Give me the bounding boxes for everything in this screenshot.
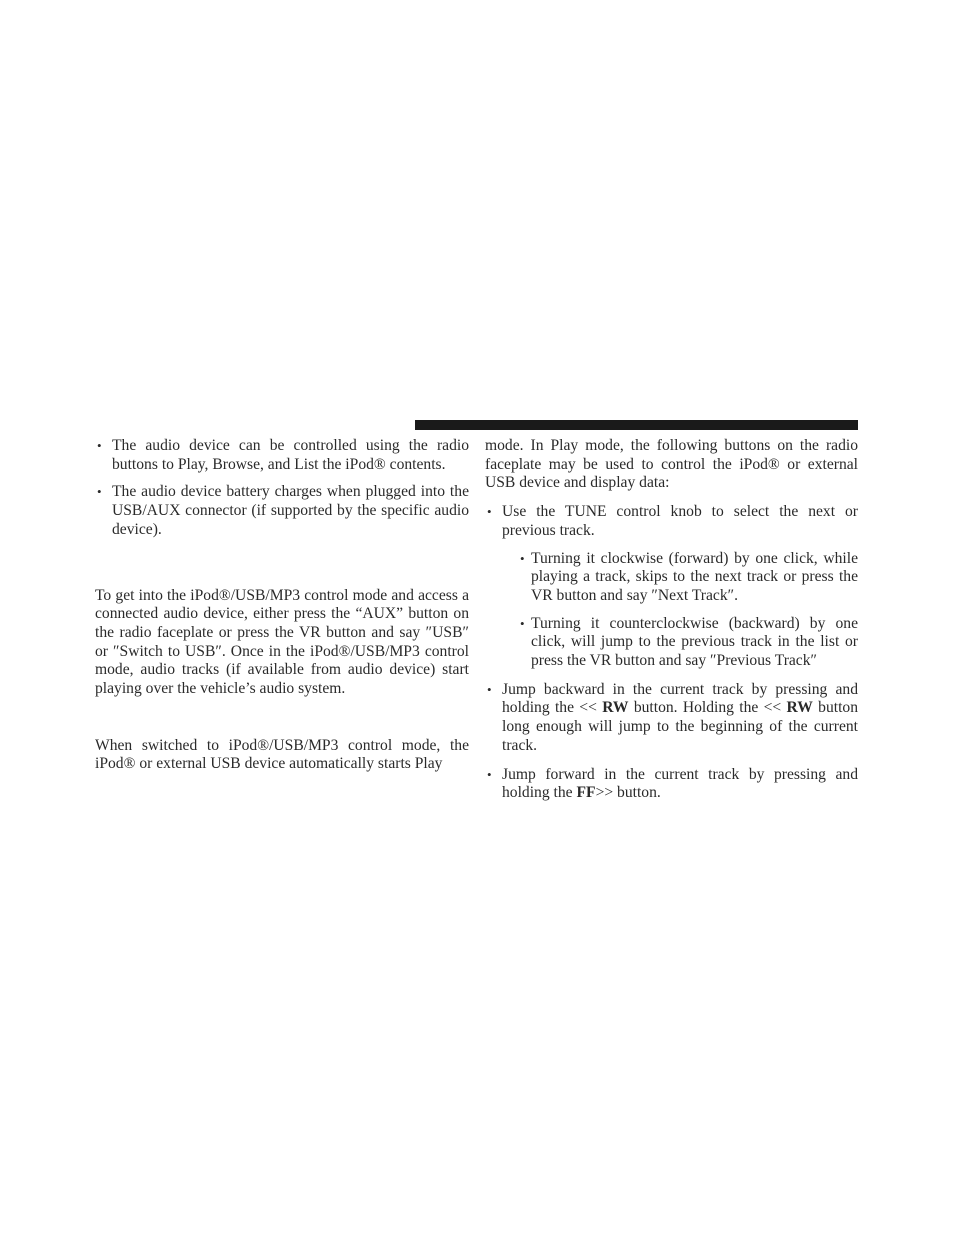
sub-list-item: • Turning it clockwise (forward) by one click, while playing a track, skips to the next track or press the VR button and say ″Next Track″. [502, 550, 858, 606]
paragraph-controls-intro: mode. In Play mode, the following buttons on the radio faceplate may be used to control the iPod® or external USB device and display data: [485, 437, 858, 492]
tune-text: Use the TUNE control knob to select the next or previous track. [502, 503, 858, 539]
list-item-tune [485, 503, 858, 671]
left-column [95, 437, 469, 774]
section-header-bar [415, 420, 858, 430]
list-item-ff: • Jump forward in the current track by pressing and holding the FF>> button. [485, 766, 858, 803]
rw-label: RW [786, 699, 813, 717]
right-column [485, 437, 858, 803]
ff-label: FF [576, 784, 596, 802]
sub-list-item: • Turning it counterclockwise (backward) by one click, will jump to the previous track in the list or press the VR button and say ″Previous Track″ [502, 615, 858, 671]
paragraph-enter-mode: To get into the iPod®/USB/MP3 control mode and access a connected audio device, either press the “AUX” button on the radio faceplate or press the VR button and say ″USB″ or ″Switch to USB″. Once in the iPod®/USB/MP3 control mode, audio tracks (if available from audio device) start playing over the vehicle’s audio system. [95, 586, 469, 698]
list-item: • The audio device battery charges when plugged into the USB/AUX connector (if supported by the specific audio device). [95, 483, 469, 539]
list-item: • The audio device can be controlled using the radio buttons to Play, Browse, and List the iPod® contents. [95, 437, 469, 474]
rw-label: RW [602, 699, 629, 717]
controls-list [485, 503, 858, 803]
feature-list [95, 437, 469, 540]
tune-sub-list [502, 550, 858, 671]
paragraph-play-mode: When switched to iPod®/USB/MP3 control mode, the iPod® or external USB device automatically starts Play [95, 736, 469, 773]
list-item-rw: • Jump backward in the current track by pressing and holding the << RW button. Holding the << RW button long enough will jump to the beginning of the current track. [485, 681, 858, 756]
